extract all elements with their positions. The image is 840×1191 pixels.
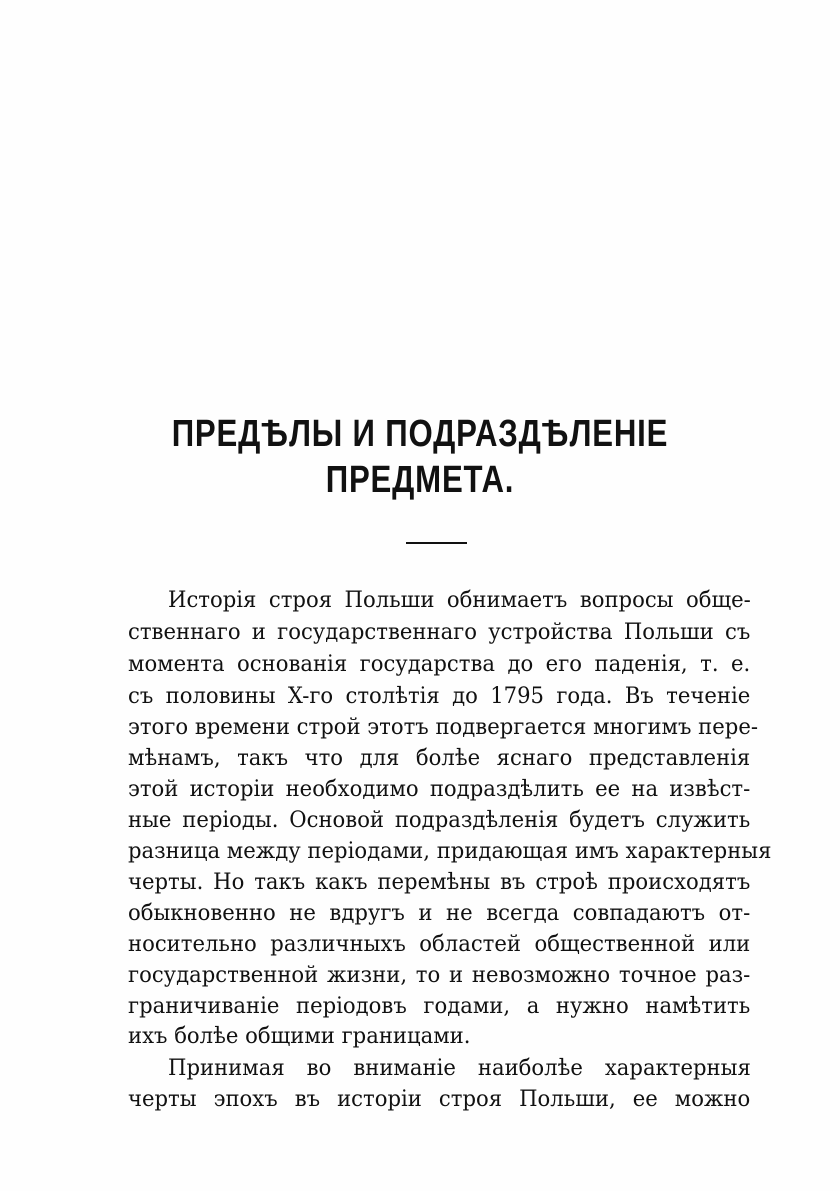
text-line: мѣнамъ, такъ что для болѣе яснаго представленія	[128, 745, 751, 771]
text-line: ные періоды. Основой подраздѣленія будетъ служить	[128, 807, 751, 833]
chapter-title-line-1: ПРЕДѢЛЫ И ПОДРАЗДѢЛЕНІЕ	[171, 413, 669, 455]
text-line: обыкновенно не вдругъ и не всегда совпадаютъ от-	[128, 900, 751, 926]
text-line: Исторія строя Польши обнимаетъ вопросы обще-	[168, 587, 751, 613]
text-line: момента основанія государства до его паденія, т. е.	[128, 651, 751, 677]
text-line: граничиваніе періодовъ годами, а нужно намѣтить	[128, 993, 751, 1019]
text-line: Принимая во вниманіе наиболѣе характерныя	[168, 1055, 751, 1081]
text-line: этого времени строй этотъ подвергается многимъ пере-	[128, 714, 759, 740]
text-line: черты. Но такъ какъ перемѣны въ строѣ происходятъ	[128, 869, 751, 895]
title-divider	[406, 542, 467, 544]
text-line: государственной жизни, то и невозможно точное раз-	[128, 962, 751, 988]
text-line: черты эпохъ въ исторіи строя Польши, ее можно	[128, 1086, 751, 1112]
text-line: съ половины X-го столѣтія до 1795 года. Въ теченіе	[128, 683, 751, 709]
text-line: ственнаго и государственнаго устройства Польши съ	[128, 619, 751, 645]
text-line: носительно различныхъ областей общественной или	[128, 931, 751, 957]
text-line: разница между періодами, придающая имъ характерныя	[128, 838, 772, 864]
chapter-title-line-2: ПРЕДМЕТА.	[325, 459, 515, 501]
text-line: этой исторіи необходимо подраздѣлить ее на извѣст-	[128, 776, 751, 802]
text-line: ихъ болѣе общими границами.	[128, 1023, 471, 1049]
